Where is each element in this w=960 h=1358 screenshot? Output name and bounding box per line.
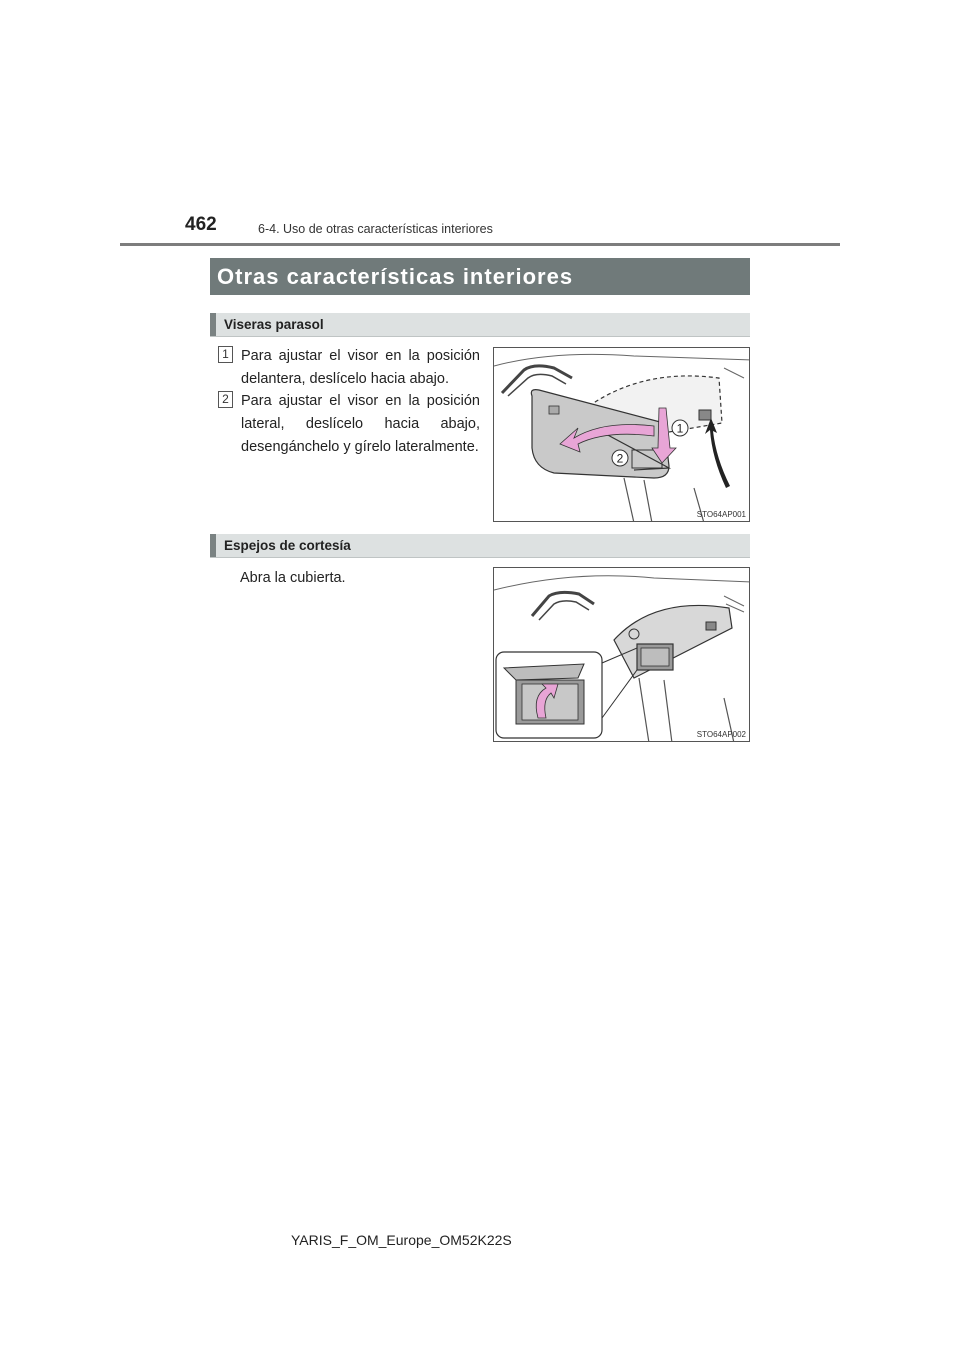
callout-2-label: 2 xyxy=(616,451,624,466)
section-title: Otras características interiores xyxy=(210,258,750,295)
subhead-underline xyxy=(210,557,750,558)
sun-visor-drawing xyxy=(494,348,750,522)
footer-doc-id: YARIS_F_OM_Europe_OM52K22S xyxy=(291,1232,512,1248)
step-2 xyxy=(218,390,480,459)
step-2-number: 2 xyxy=(218,391,233,408)
subhead-sun-visors-label: Viseras parasol xyxy=(224,317,324,332)
step-1-text: Para ajustar el visor en la posición delantera, deslícelo hacia abajo. xyxy=(241,348,480,387)
subhead-vanity-mirrors xyxy=(210,534,750,557)
vanity-mirror-illustration xyxy=(493,567,750,742)
subhead-vanity-mirrors-label: Espejos de cortesía xyxy=(224,538,351,553)
page-number: 462 xyxy=(185,214,217,235)
header-divider xyxy=(120,243,840,246)
figure-code: STO64AP001 xyxy=(696,510,746,519)
subhead-underline xyxy=(210,336,750,337)
figure-code: STO64AP002 xyxy=(696,730,746,739)
step-1-number: 1 xyxy=(218,346,233,363)
vanity-mirror-instruction: Abra la cubierta. xyxy=(240,570,346,586)
callout-1-label: 1 xyxy=(676,421,684,436)
subhead-sun-visors xyxy=(210,313,750,336)
vanity-mirror-drawing xyxy=(494,568,750,742)
step-1 xyxy=(218,345,480,391)
breadcrumb: 6-4. Uso de otras características interiores xyxy=(258,222,493,236)
step-2-text: Para ajustar el visor en la posición lateral, deslícelo hacia abajo, desengánchelo y gírelo lateralmente. xyxy=(241,393,480,455)
sun-visor-illustration xyxy=(493,347,750,522)
